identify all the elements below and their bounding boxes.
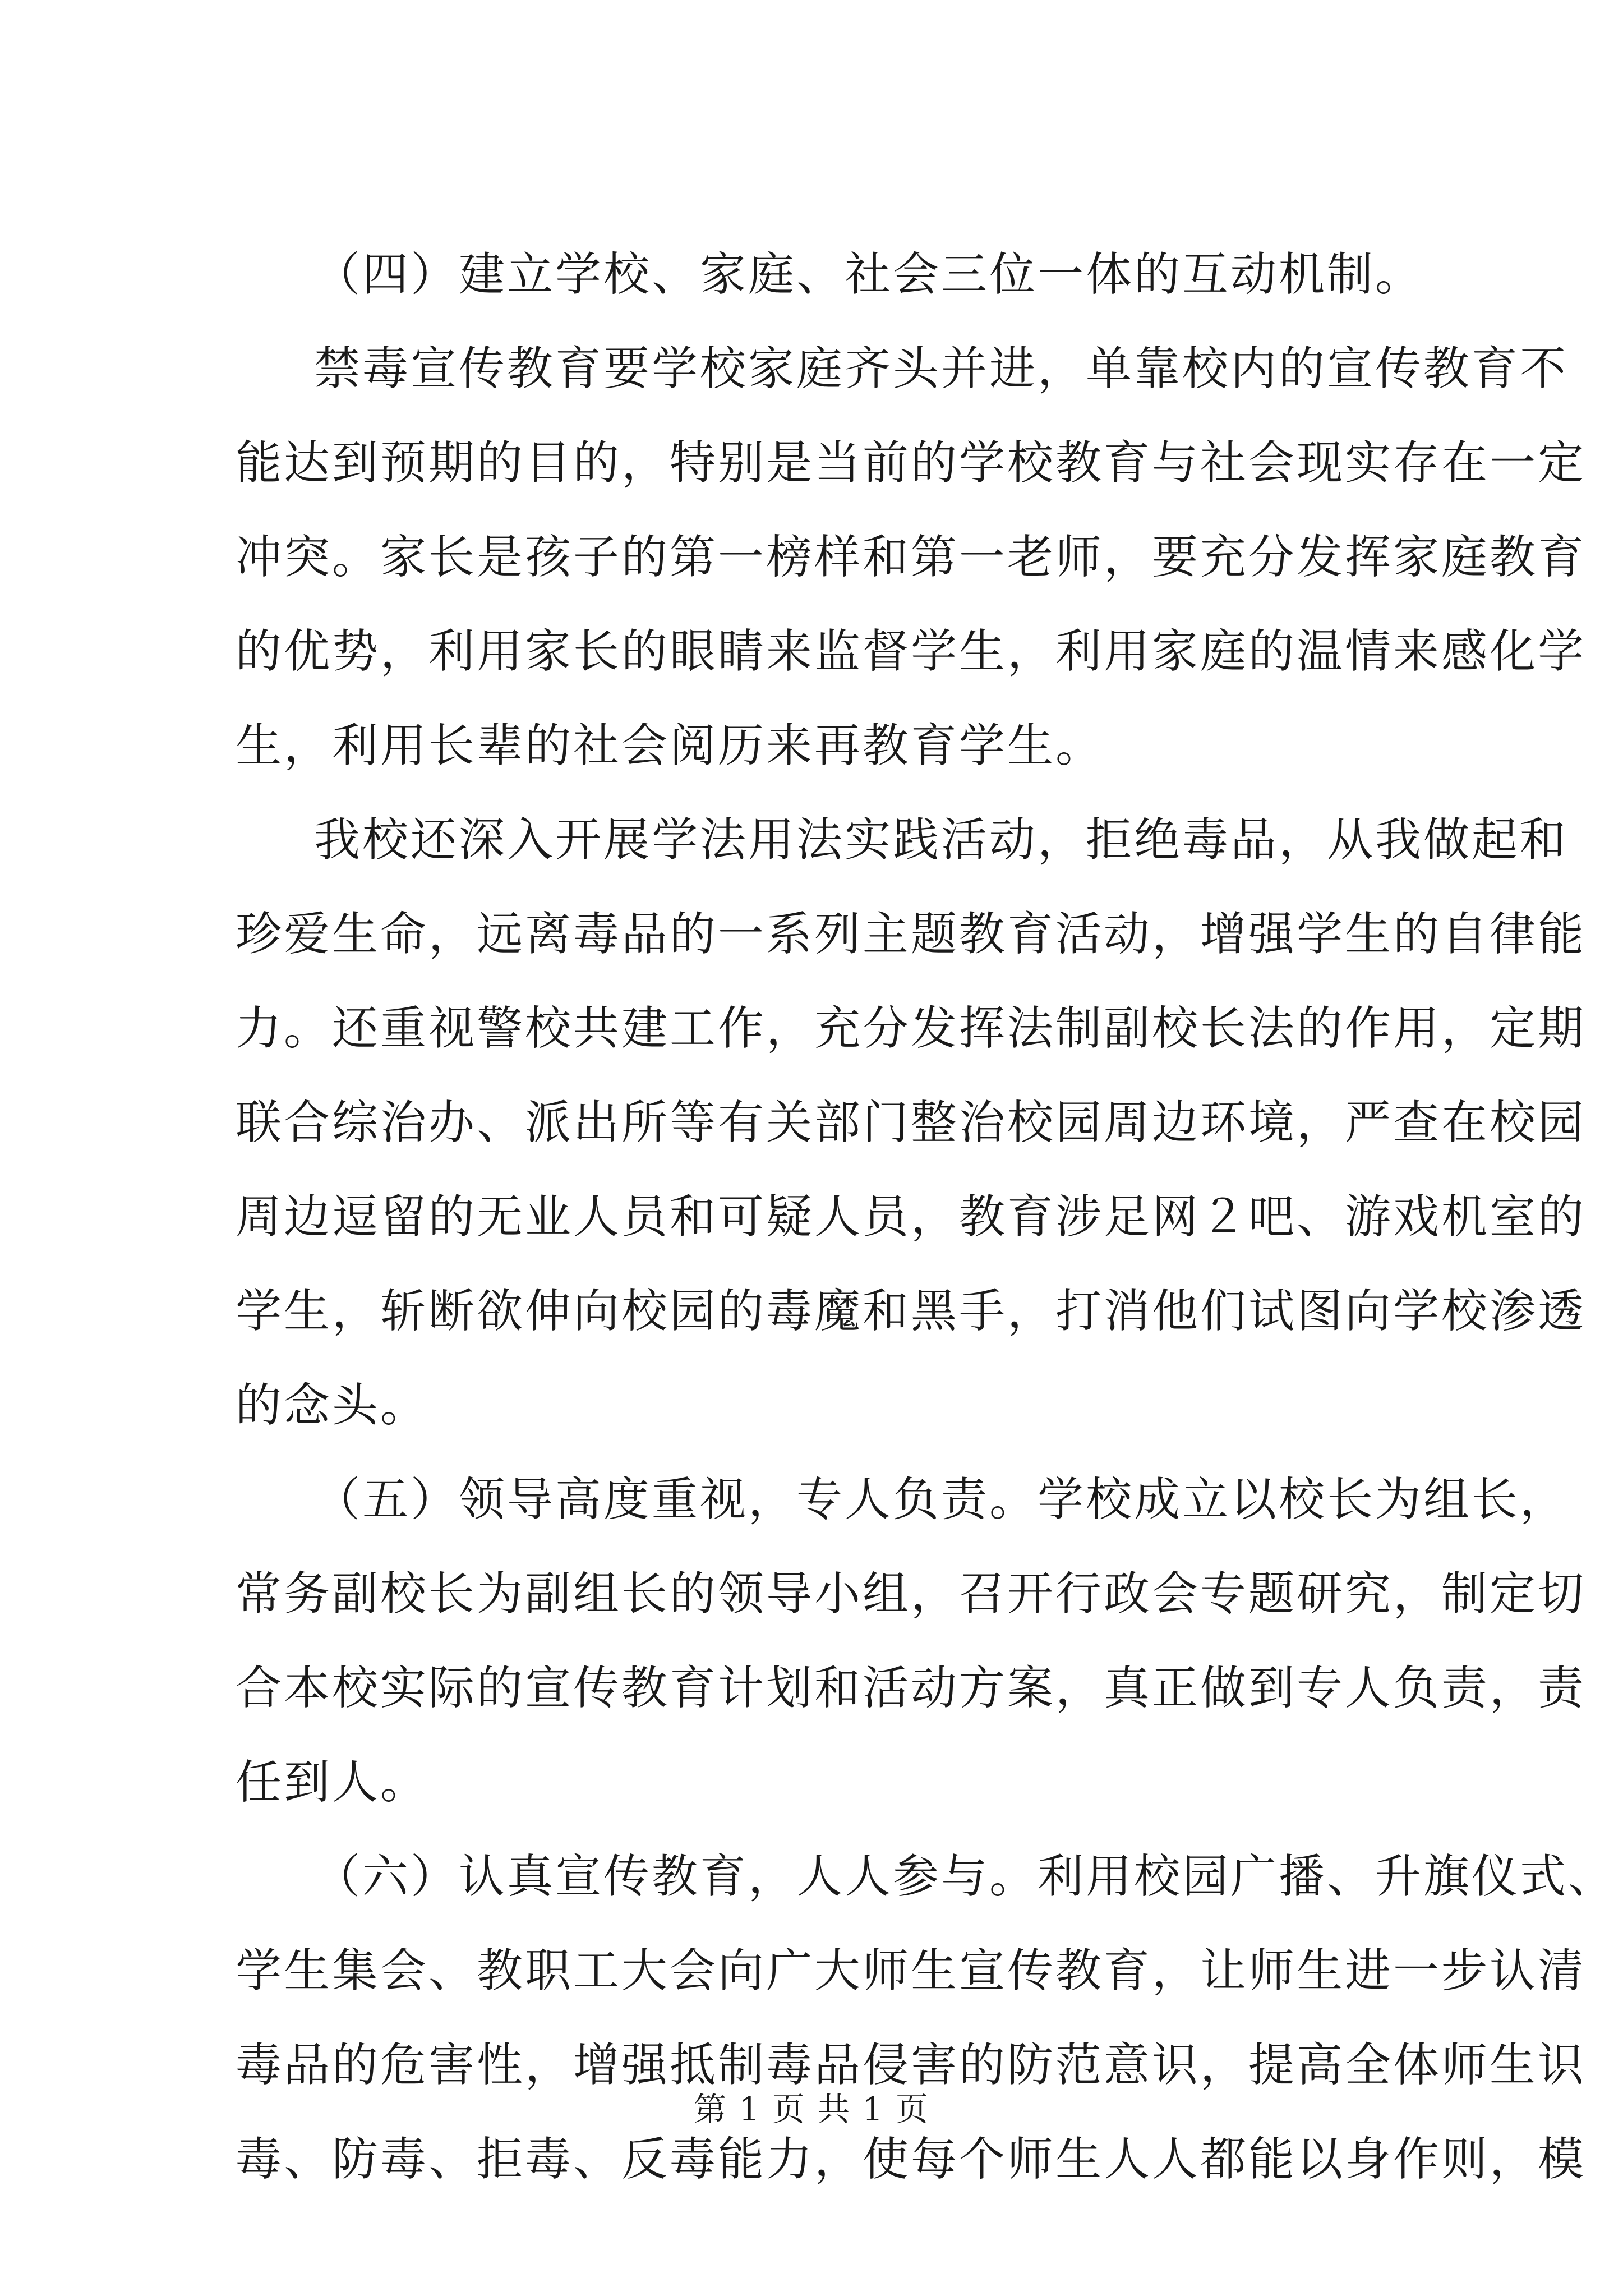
paragraph-line: 周边逗留的无业人员和可疑人员，教育涉足网２吧、游戏机室的: [236, 1190, 1587, 1244]
paragraph-line: 毒、防毒、拒毒、反毒能力，使每个师生人人都能以身作则，模: [236, 2133, 1587, 2186]
paragraph-line: 力。还重视警校共建工作，充分发挥法制副校长法的作用，定期: [236, 1002, 1587, 1055]
paragraph-line: 禁毒宣传教育要学校家庭齐头并进，单靠校内的宣传教育不: [314, 342, 1569, 395]
paragraph-line: 合本校实际的宣传教育计划和活动方案，真正做到专人负责，责: [236, 1662, 1587, 1715]
paragraph-line: 的念头。: [236, 1379, 429, 1432]
paragraph-line: 生，利用长辈的社会阅历来再教育学生。: [236, 719, 1104, 772]
paragraph-line: 学生集会、教职工大会向广大师生宣传教育，让师生进一步认清: [236, 1944, 1587, 1998]
paragraph-line: 冲突。家长是孩子的第一榜样和第一老师，要充分发挥家庭教育: [236, 531, 1587, 584]
paragraph-line: 联合综治办、派出所等有关部门整治校园周边环境，严查在校园: [236, 1096, 1587, 1149]
paragraph-line: 任到人。: [236, 1756, 429, 1809]
paragraph-line: 珍爱生命，远离毒品的一系列主题教育活动，增强学生的自律能: [236, 908, 1587, 961]
paragraph-line: 毒品的危害性，增强抵制毒品侵害的防范意识，提高全体师生识: [236, 2039, 1587, 2092]
paragraph-line: 我校还深入开展学法用法实践活动，拒绝毒品，从我做起和: [314, 813, 1569, 867]
heading-5: （五）领导高度重视，专人负责。学校成立以校长为组长，: [314, 1473, 1569, 1526]
heading-6: （六）认真宣传教育，人人参与。利用校园广播、升旗仪式、: [314, 1850, 1617, 1903]
paragraph-line: 能达到预期的目的，特别是当前的学校教育与社会现实存在一定: [236, 436, 1587, 490]
paragraph-line: 学生，斩断欲伸向校园的毒魔和黑手，打消他们试图向学校渗透: [236, 1285, 1587, 1338]
paragraph-line: 常务副校长为副组长的领导小组，召开行政会专题研究，制定切: [236, 1567, 1587, 1621]
paragraph-line: 的优势，利用家长的眼睛来监督学生，利用家庭的温情来感化学: [236, 625, 1587, 678]
heading-4: （四）建立学校、家庭、社会三位一体的互动机制。: [314, 248, 1424, 301]
page-footer: 第 1 页 共 1 页: [694, 2090, 929, 2128]
